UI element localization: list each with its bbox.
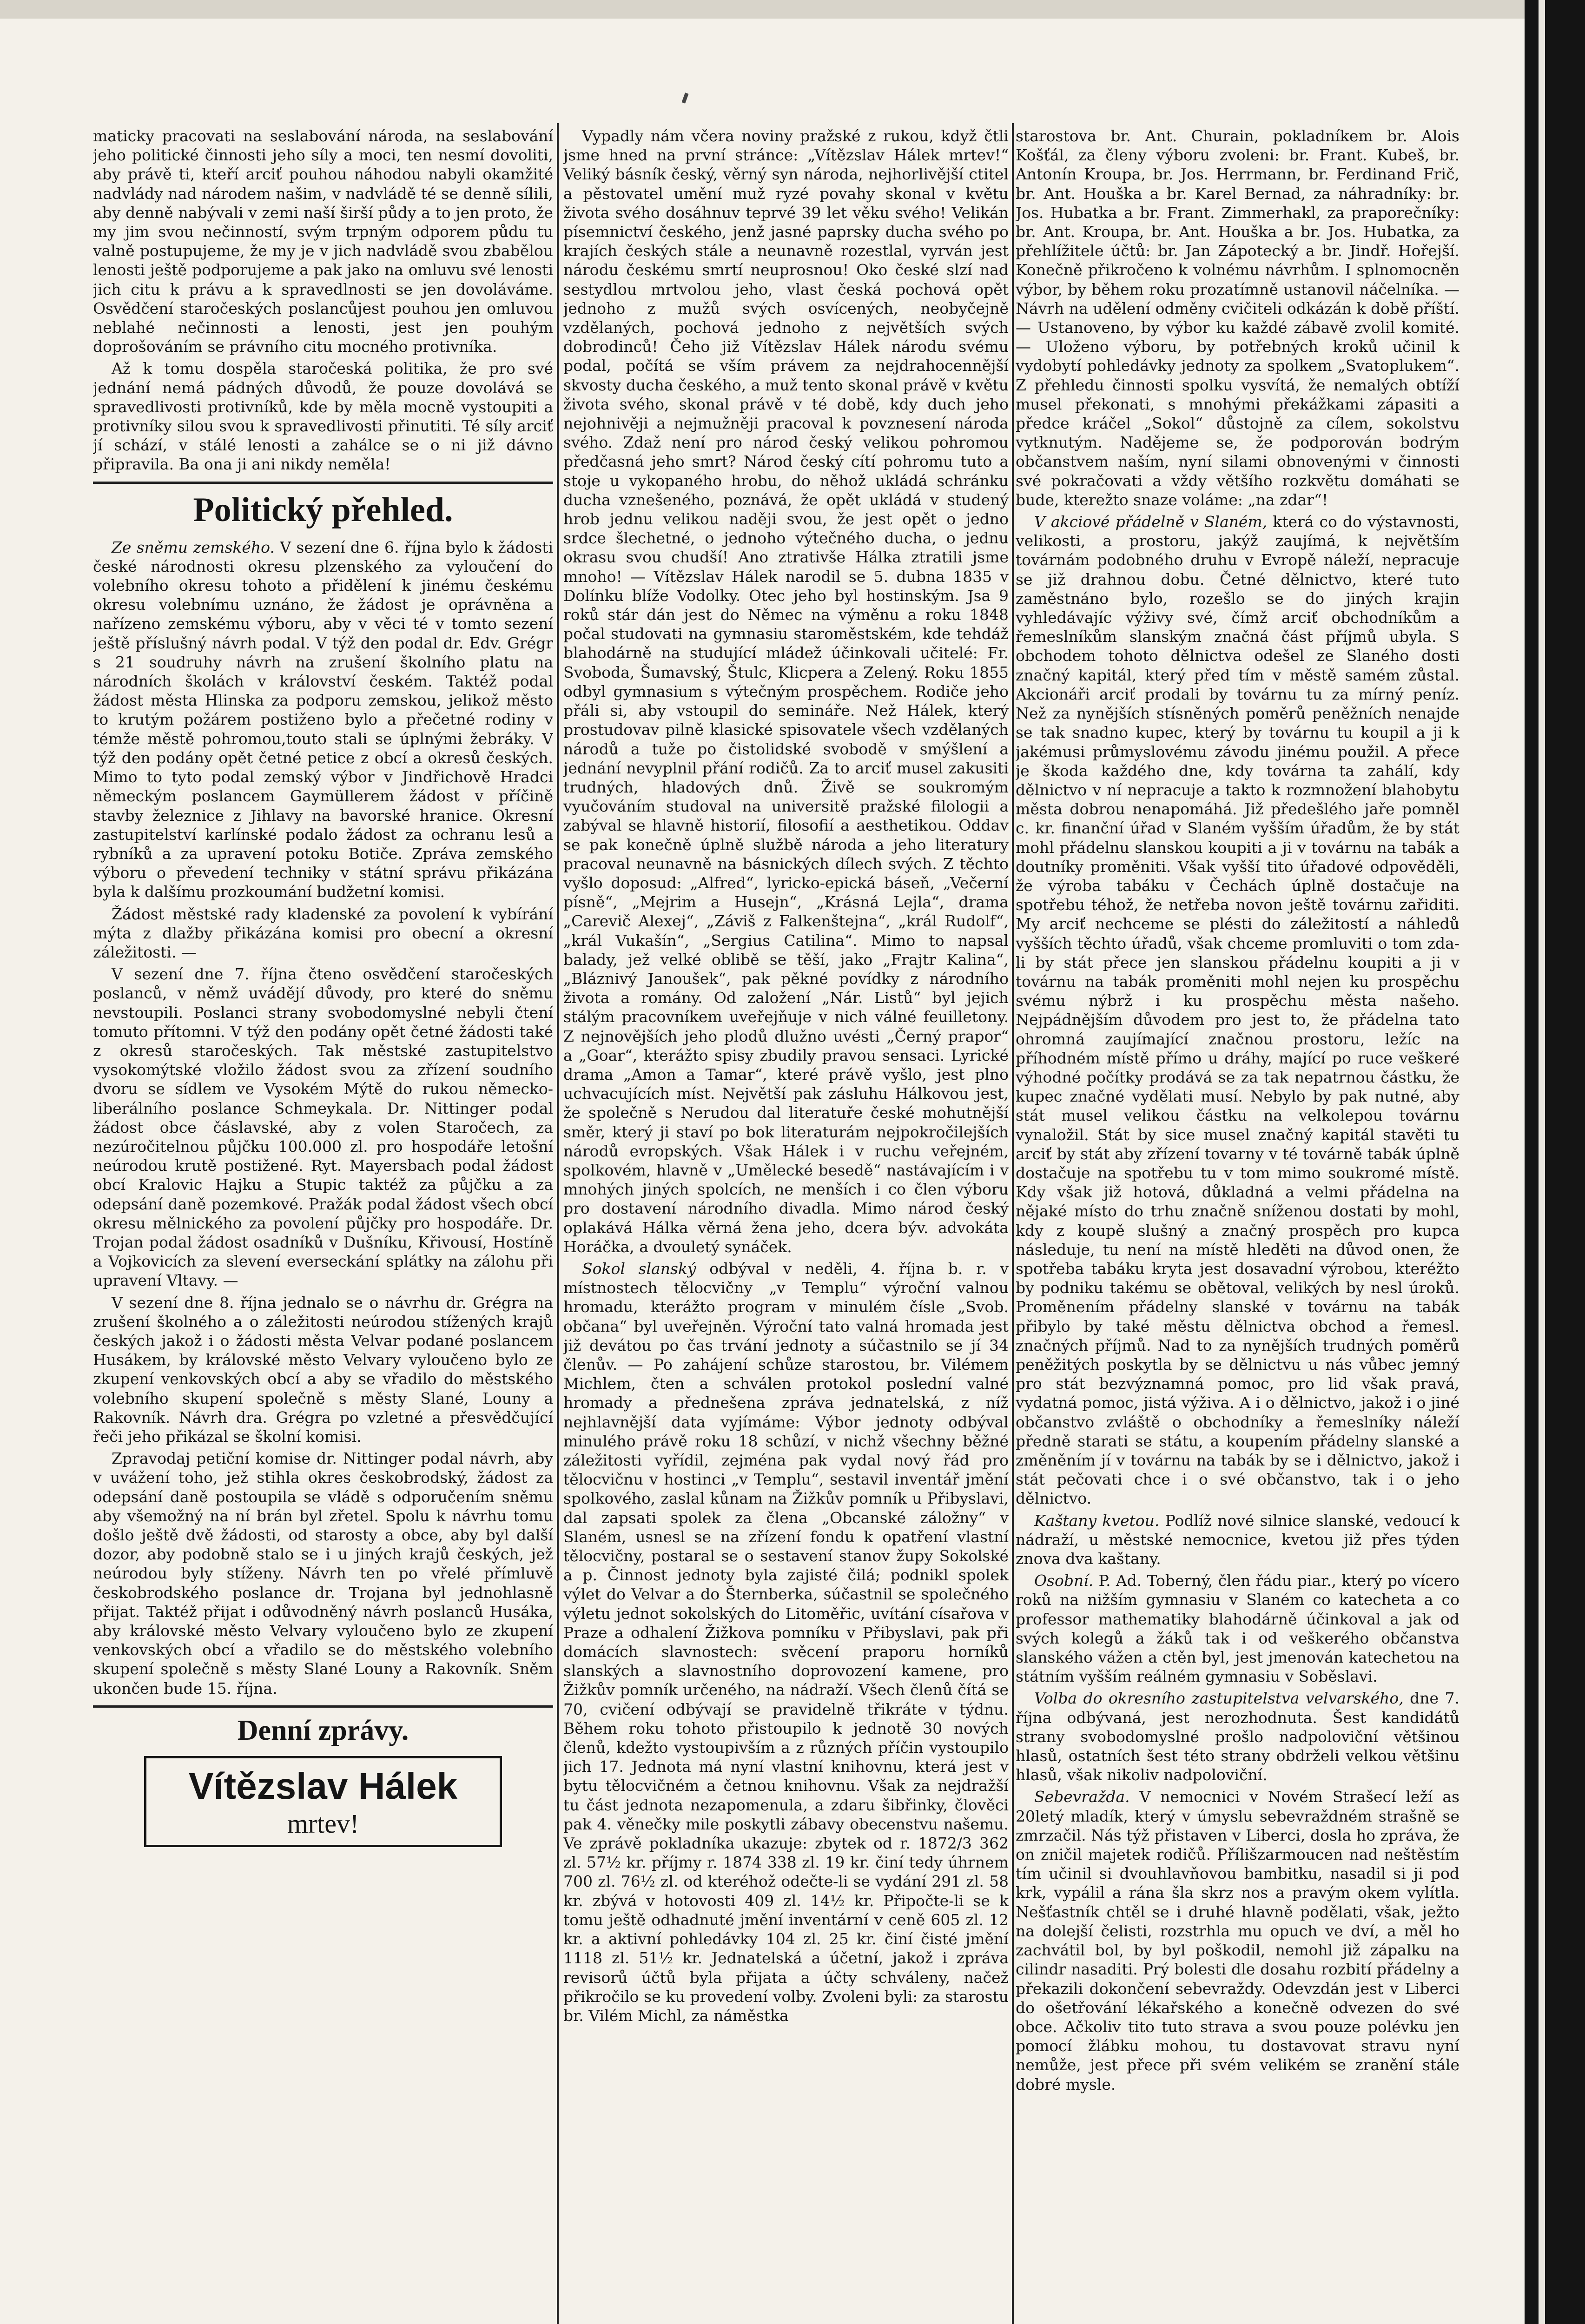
- section-title-daily-news: Denní zprávy.: [237, 1714, 409, 1746]
- obituary-article: Vypadly nám včera noviny pražské z rukou, když čtli jsme hned na první stránce: „Vítězslav Hálek mrtev!“ Veliký básník český, věrný syn národa, nejhorlivější ctitel a pěstovatel umění muž ryzé povahy skonal v květu života svého dosáhnuv teprvé 39 let věku svého! Velikán písemnictví českého, jenž jasné paprsky ducha svého po krajích českých stále a neunavně rozestlal, vyrván jest národu českému smrtí neuprosnou! Oko české slzí nad sestydlou mrtvolou jeho, vlast česká pochová opět jednoho z mužů svých osvícených, neobyčejně vzdělaných, pochová jednoho z největších svých dobrodinců! Čeho již Vítězslav Hálek národu svému podal, počítá se vším právem za nejdrahocennější skvosty ducha českého, a muž tento skonal právě v květu života svého, skonal právě v té době, kdy duch jeho nejohnivěji a nejmužněji pracoval k povznesení národa svého. Zdaž není pro národ český velikou pohromou předčasná jeho smrt? Národ český cítí pohromu tuto a stoje u vykopaného hrobu, do něhož ukládá schránku ducha vznešeného, poznává, že opět ukládá v studený hrob jednu velikou naději svou, že jest opět o jedno srdce šlechetné, o jednoho výtečného ducha, o jednu okrasu svou chudší! Ano ztrativše Hálka ztratili jsme mnoho! — Vítězslav Hálek narodil se 5. dubna 1835 v Dolínku blíže Vodolky. Otec jeho byl hostinským. Jsa 9 roků stár dán jest do Němec na výměnu a roku 1848 počal studovati na gymnasiu staroměstském, kde tehdáž blahodárně na studující mládež účinkovali učitelé: Fr. Svoboda, Šumavský, Štulc, Klicpera a Zelený. Roku 1855 odbyl gymnasium s výtečným prospěchem. Rodiče jeho přáli si, aby vstoupil do semináře. Než Hálek, který prostudovav pilně klasické spisovatele všech vzdělaných národů a tuže po čistolidské svobodě v smýšlení a jednání nevyplnil přání rodičů. Za to arciť musel zakusiti trudných, hladových dnů. Živě se soukromým vyučováním studoval na universitě pražské filologii a zabýval se hlavně historií, filosofií a aesthetikou. Oddav se pak konečně úplně službě národa a jeho literatury pracoval neunavně na básnických dílech svých. Z těchto vyšlo doposud: „Alfred“, lyricko-epická báseň, „Večerní písně“, „Mejrim a Husejn“, „Krásná Lejla“, drama „Carevič Alexej“, „Záviš z Falkenštejna“, „král Rudolf“, „král Vukašín“, „Sergius Catilina“. Mimo to napsal balady, jež velké oblibě se těší, jako „Frajtr Kalina“, „Bláznivý Janoušek“, pak pěkné povídky z národního života a romány. Od založení „Nár. Listů“ byl jejich stálým pracovníkem uveřejňuje v nich válné feuilletony. Z nejnovějších jeho plodů dlužno uvésti „Černý prapor“ a „Goar“, kterážto spisy zbudily pravou sensaci. Lyrické drama „Amon a Tamar“, které právě vyšlo, jest plno uchvacujících míst. Největší pak zásluhu Hálkovou jest, že společně s Nerudou dal literatuře české mohutnější směr, který ji staví po bok literaturám nejpokročilejších národů evropských. Však Hálek i v ruchu veřejném, spolkovém, hlavně v „Umělecké besedě“ nastávajícím i v mnohých jiných spolcích, ne menších i co člen výboru pro dostavení národního divadla. Mimo národ český oplakává Hálka věrná žena jeho, dcera býv. advokáta Horáčka, a dvouletý synáček.: [563, 127, 1009, 1256]
- election-lead: Volba do okresního zastupitelstva velvarského,: [1034, 1689, 1404, 1708]
- election-paragraph: Volba do okresního zastupitelstva velvarského, dne 7. října odbývaná, jest nerozhodnuta. Šest kandidátů strany svobodomyslné prošlo nadpoloviční většinou hlasů, ostatních šest této strany obdrželi velkou většinu hlasů, však nikoliv nadpoloviční.: [1016, 1689, 1460, 1784]
- section-title-politics: Politický přehled.: [193, 490, 453, 529]
- column-3: [1016, 126, 1460, 2324]
- spinning-mill-paragraph: V akciové přádelně v Slaném, která co do výstavnosti, velikosti, a prostoru, jakýž zaujímá, k největším továrnám podobného druhu v Evropě náleží, nepracuje se již drahnou dobu. Četné dělnictvo, které tuto zaměstnáno bylo, rozešlo se do jiných krajin vyhledávajíc výživy své, čímž arciť obchodníkům a řemeslníkům slanským značná část příjmů ubyla. S obchodem tohoto dělnictva odešel ze Slaného dosti značný kapitál, který před tím v městě samém zůstal. Akcionáři arciť prodali by továrnu tu za mírný peníz. Než za nynějších stísněných poměrů peněžních nenajde se tak snadno kupec, který by továrnu tu koupil a ji k jakémusi průmyslovému závodu jinému použil. A přece je škoda každého dne, kdy továrna ta zahálí, kdy dělnictvo v ní nepracuje a takto k rozmnožení blahobytu města dobrou nenapomáhá. Již předešlého jaře pomněl c. kr. finanční úřad v Slaném vyšším úřadům, že by stát mohl přádelnu slanskou koupiti a ji v továrnu na tabák a doutníky proměniti. Však vyšší tito úřadové odpověděli, že výroba tabáku v Čechách úplně dostačuje na spotřebu téhož, že netřeba novon ještě továrnu zařiditi. My arciť nechceme se plésti do záležitostí a náhledů vyšších těchto úřadů, však chceme promluviti o tom zda-li by stát přece jen slanskou přádelnu koupiti a ji v továrnu na tabák proměniti mohl nejen ku prospěchu svému nýbrž i ku prospěchu města našeho. Nejpádnějším důvodem pro jest to, že přádelna tato ohromná zaujímající značnou prostoru, ležíc na příhodném místě přímo u dráhy, mající po ruce veškeré výhodné počítky prodává se za tak nepatrnou částku, že kupec značné vydělati musí. Nebylo by pak nutné, aby stát musel velikou částku na velkolepou továrnu vynaložil. Stát by sice musel značný kapitál stavěti tu arciť by stát aby zřízení tovarny v té továrně tabák úplně dostačuje na spotřebu tu v tom mimo soukromé místě. Kdy však již hotová, důkladná a velmi přádelna na nějaké místo do trhu značně sníženou dostati by mohl, kdy z koupě slušný a značný prospěch pro kupca následuje, tu není na místě hleděti na důvod onen, že spotřeba tabáku kryta jest dosavadní výrobou, kteréžto by podniku takému se obětoval, velikých by nesl úroků. Proměnením přádelny slanské v továrnu na tabák přibylo by také městu dělnictva obchod a řemesl. značných příjmů. Nad to za nynějších trudných poměrů peněžitých poskytla by se dělnictvu u nás vůbec jemný pro stát bezvýznamná pomoc, pro lid však pravá, vydatná pomoc, jistá výživa. A i o dělnictvo, jakož i o jiné občanstvo zvláště o obchodníky a řemeslníky náleží předně starati se státu, a koupením přádelny slanské a změněním jí v továrnu na tabák by se i dělnictvo, jakož i stát pečovati chce i o své občanstvo, tak i o jeho dělnictvo.: [1016, 513, 1460, 1508]
- section-divider-2: [93, 1705, 553, 1708]
- section-divider: [93, 482, 553, 484]
- obituary-box: [144, 1756, 502, 1847]
- politics-paragraph-1: Ze sněmu zemského. V sezení dne 6. října bylo k žádosti české národnosti okresu plzenského za vyloučení do volebního okresu tohoto a přidělení k jinému českému okresu volebnímu uznáno, že žádost je oprávněna a nařízeno zemskému výboru, aby v věci té v tomto sezení ještě příslušný návrh podal. V týž den podal dr. Edv. Grégr s 21 soudruhy návrh na zrušení školního platu na národních školách v království českém. Taktéž podal žádost města Hlinska za podporu zemskou, jelikož město to krutým požárem postiženo bylo a přečetné rodiny v témže městě pohromou,touto stali se úplnými žebráky. V týž den podány opět četné petice z obcí a okresů českých. Mimo to tyto podal zemský výbor v Jindřichově Hradci německým poslancem Gaymüllerem žádost v příčině stavby železnice z Jihlavy na bavorské hranice. Okresní zastupitelství karlínské podalo žádost za ochranu lesů a rybníků a za upravení potoku Botiče. Zpráva zemského výboru o převedení techniky v státní správu přikázána byla k dalšímu prozkoumání budžetní komisi.: [93, 538, 553, 901]
- politics-paragraph-4: V sezení dne 8. října jednalo se o návrhu dr. Grégra na zrušení školného a o záležitosti neúrodou stížených krajů českých jakož i o žádosti města Velvar podané poslancem Husákem, by královské město Velvary vyloučeno bylo ze zkupení venkovských obcí a aby se vřadilo do městského volebního skupení společně s městy Slané, Louny a Rakovník. Návrh dra. Grégra po vzletné a přesvědčující řeči jeho přikázal se školní komisi.: [93, 1293, 553, 1446]
- page-edge-top: [0, 0, 1525, 19]
- spinning-mill-lead: V akciové přádelně v Slaném,: [1034, 513, 1268, 531]
- page-edge-right: [1525, 0, 1585, 2324]
- page-edge-light: [1539, 0, 1545, 2324]
- obituary-name: Vítězslav Hálek: [188, 1765, 458, 1807]
- article-intro: maticky pracovati na seslabování národa, na seslabování jeho politické činnosti jeho síly a moci, ten nesmí dovoliti, aby právě ti, kteří arciť pouhou náhodou nabyli okamžité nadvlády nad národem našim, v nadvládě té se denně sílili, aby denně nabývali v zemi naší širší půdy a to jen proto, že my jim svou nečinností, svým trpným odporem půdu tu valně postupujeme, že my je v jich nadvládě svou zbabělou lenosti ještě podporujeme a pak jako na omluvu své lenosti jich citu k právu a k spravedlnosti se jen dovoláváme. Osvědčení staročeských poslancůjest pouhou jen omluvou neblahé nečinnosti a lenosti, jest jen pouhým doprošováním se právního citu mocného protivníka.: [93, 127, 553, 356]
- personal-lead: Osobní.: [1034, 1571, 1094, 1590]
- article-intro-2: Až k tomu dospěla staročeská politika, že pro své jednání nemá pádných důvodů, že pouze dovolává se spravedlivosti protivníků, kde by měla mocně vystoupiti a protivníky silou svou k spravedlivosti přinutiti. Té síly arciť jí schází, v stálé lenosti a zahálce se o ni již dávno připravila. Ba ona ji ani nikdy neměla!: [93, 359, 553, 474]
- politics-paragraph-2: Žádost městské rady kladenské za povolení k vybírání mýta z dlažby přikázána komisi pro obecní a okresní záležitosti. —: [93, 905, 553, 961]
- suicide-lead: Sebevražda.: [1034, 1788, 1130, 1806]
- suicide-paragraph: Sebevražda. V nemocnici v Novém Strašecí leží as 20letý mladík, který v úmyslu sebevraždném strašně se zmrzačil. Nás týž přistaven v Liberci, dosla ho zpráva, že on zničil majetek rodičů. Přílišzarmoucen nad neštěstím tím učinil si dvouhlavňovou bambitku, nasadil si ji pod krk, vypálil a rána šla skrz nos a pravým okem vylítla. Nešťastník chtěl se i druhé hlavně podělati, však, ježto na dolejší čelisti, rozstrhla mu opuch ve dví, a měl ho zachvátil bol, by byl poškodil, nemohl již zápalku na cilindr nasaditi. Prý bolesti dle dosahu rozbití přádelny a překazili dokončení sebevraždy. Odevzdán jest v Liberci do ošetřování lékařského a konečně odvezen do své obce. Ačkoliv tito tuto strava a svou pouze polévku jen pomocí žlábku mohou, tu dostavovat stravu nyní nemůže, jest přece při svém velikém se zranění stále dobré mysle.: [1016, 1788, 1460, 2093]
- ink-mark: [681, 92, 688, 103]
- chestnuts-paragraph: Kaštany kvetou. Podlíž nové silnice slanské, vedoucí k nádraží, u městské nemocnice, kvetou již přes týden znova dva kaštany.: [1016, 1511, 1460, 1568]
- personal-paragraph: Osobní. P. Ad. Toberný, člen řádu piar., který po vícero roků na nižším gymnasiu v Slaném co katecheta a co professor mathematiky blahodárně účinkoval a jak od svých kolegů a žáků tak i od veškerého občanstva slanského vážen a ctěn byl, jest jmenován katechetou na státním vyšším reálném gymnasiu v Soběslavi.: [1016, 1571, 1460, 1686]
- politics-paragraph-3: V sezení dne 7. října čteno osvědčení staročeských poslanců, v němž uvádějí důvody, pro které do sněmu nevstoupili. Poslanci strany svobodomyslné nebyli čtení tomuto přítomni. V týž den podány opět četné žádosti také z okresů staročeských. Tak městské zastupitelstvo vysokomýtské vložilo žádost svou za zřízení soudního dvoru se sídlem ve Vysokém Mýtě do rukou německo-liberálního poslance Schmeykala. Dr. Nittinger podal žádost obce čáslavské, aby z volen Staročech, za nezúročitelnou půjčku 100.000 zl. pro hospodáře letošní neúrodou krutě postižené. Ryt. Mayersbach podal žádost obcí Kralovic Hajku a Stupic taktéž za půjčku a za odepsání daně pozemkové. Pražák podal žádost všech obcí okresu mělnického za povolení půjčky pro hospodáře. Dr. Trojan podal žádost osadníků v Dušníku, Křivousí, Hostíně a Vojkovicích za slevení everseckání splátky na zálohu při upravení Vltavy. —: [93, 965, 553, 1290]
- politics-lead: Ze sněmu zemského.: [112, 538, 275, 556]
- column-rule-2: [1012, 123, 1014, 2324]
- chestnuts-lead: Kaštany kvetou.: [1034, 1511, 1160, 1530]
- politics-paragraph-5: Zpravodaj petiční komise dr. Nittinger podal návrh, aby v uvážení toho, jež stihla okres českobrodský, žádost za odepsání daně postoupila se vládě s odporučením sněmu aby všemožný na ní brán byl zřetel. Spolu k návrhu tomu došlo ještě dvě žádosti, od starosty a obce, aby byl další dozor, aby podobně stalo se i u jiných krajů českých, jež neúrodou byly stíženy. Návrh ten po vřelé přímluvě českobrodského poslance dr. Trojana byl jednohlasně přijat. Taktéž přijat i odůvodněný návrh poslanců Husáka, aby královské město Velvary vyloučeno bylo ze zkupení venkovských obcí a vřadilo se do městského volebního skupení společně s městy Slané Louny a Rakovník. Sněm ukončen bude 15. října.: [93, 1449, 553, 1697]
- sokol-lead: Sokol slanský: [582, 1259, 696, 1278]
- column-2: [563, 126, 1009, 2324]
- column-1: [93, 126, 553, 2324]
- sokol-continued: starostova br. Ant. Churain, pokladníkem br. Alois Košťál, za členy výboru zvoleni: br. Frant. Kubeš, br. Antonín Kroupa, br. Jos. Herrmann, br. Ferdinand Frič, br. Ant. Houška a br. Karel Bernad, za náhradníky: br. Jos. Hubatka a br. Frant. Zimmerhakl, za praporečníky: br. Ant. Kroupa, br. Ant. Houška a br. Jos. Hubatka, za přehlížitele účtů: br. Jan Zápotecký a br. Jindř. Hořejší. Konečně přikročeno k volnému návrhům. I splnomocněn výbor, by během roku prozatímně ustanovil náčelníka. — Návrh na udělení odměny cvičiteli odkázán k době příští. — Ustanoveno, by výbor ku každé zábavě zvolil komité. — Uloženo výboru, by potřebných kroků učinil k vydobytí pohledávky jednoty za spolkem „Svatoplukem“. Z přehledu činnosti spolku vysvítá, že nemalých obtíží musel překonati, s mnohými překážkami zápasiti a předce kráčel „Sokol“ důstojně za cílem, sokolstvu vytknutým. Nadějeme se, že podporován bodrým občanstvem naším, nyní silami obnovenými v činnosti své pokračovati a vždy většího rozkvětu domáhati se bude, kterežto snaze voláme: „na zdar“!: [1016, 127, 1460, 509]
- column-rule-1: [557, 123, 559, 2324]
- sokol-paragraph: Sokol slanský odbýval v neděli, 4. října b. r. v místnostech tělocvičny „v Templu“ výroční valnou hromadu, kterážto program v minulém čísle „Svob. občana“ byl uveřejněn. Výroční tato valná hromada jest již devátou po čas trvání jednoty a súčastnilo se jí 34 členův. — Po zahájení schůze starostou, br. Vilémem Michlem, čten a schválen protokol poslední valné hromady a přednešena zpráva jednatelská, z níž nejhlavnější data vyjímáme: Výbor jednoty odbýval minulého právě roku 18 schůzí, v nichž všechny běžné záležitosti vyřídil, zejména pak vydal nový řád pro tělocvičnu v hostinci „v Templu“, sestavil inventář jmění spolkového, zaslal kůnam na Žižkův pomník u Přibyslavi, dal zapsati spolek za člena „Obcanské záložny“ v Slaném, usnesl se na zřízení fondu k opatření vlastní tělocvičny, postaral se o sestavení stanov župy Sokolské a p. Činnost jednoty byla zajisté čilá; podnikl spolek výlet do Velvar a do Šternberka, súčastnil se společného výletu jednot sokolských do Litoměřic, uvítání císařova v Praze a odhalení Žižkova pomníku v Přibyslavi, pak při domácích slavnostech: svěcení praporu horníků slanských a slavnostního doprovození kamene, pro Žižkův pomník určeného, na nádraží. Všech členů čítá se 70, cvičení odbývají se pravidelně třikráte v týdnu. Během roku tohoto přistoupilo k jednotě 30 nových členů, kdežto vystoupivším a z různých příčin vystoupilo jich 17. Jednota má nyní vlastní knihovnu, která jest v bytu tělocvičném a četnou knihovnu. Však za nejdražší tu část jednota nezapomenula, a zdaru šibřinky, člověci pak 4. věnečky mile poskytli zábavy obecenstvu našemu. Ve zprávě pokladníka ukazuje: zbytek od r. 1872/3 362 zl. 57½ kr. příjmy r. 1874 338 zl. 19 kr. činí tedy úhrnem 700 zl. 76½ zl. od kteréhož odečte-li se vydání 291 zl. 58 kr. zbývá v hotovosti 409 zl. 14½ kr. Připočte-li se k tomu ještě odhadnuté jmění inventární v ceně 605 zl. 12 kr. a aktivní pohledávky 104 zl. 25 kr. činí čisté jmění 1118 zl. 51½ kr. Jednatelská a účetní, jakož i zpráva revisorů účtů byla přijata a účty schváleny, načež přikročilo se ku provedení volby. Zvoleni byli: za starostu br. Vilém Michl, za náměstka: [563, 1259, 1009, 2025]
- obituary-subtitle: mrtev!: [287, 1808, 359, 1839]
